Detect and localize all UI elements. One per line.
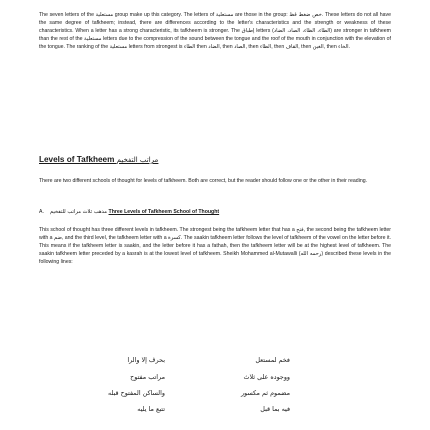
arabic-term: القاف	[285, 44, 299, 51]
subheading-letter: A.	[39, 209, 44, 215]
intro-text: are those in the group:	[233, 12, 290, 18]
intro-text: , then	[245, 44, 260, 51]
intro-text: then	[195, 44, 209, 51]
arabic-term: الضاد	[208, 44, 220, 51]
arabic-term: فتح	[296, 227, 304, 233]
verse-line-3-right: مضموم ثم مكسور	[240, 389, 290, 397]
intro-paragraph	[39, 11, 391, 152]
verse-line-1-right: فخم لمستعل	[255, 356, 290, 364]
section-heading	[39, 155, 158, 164]
arabic-term: خص ضغط قظ	[289, 12, 322, 18]
verse-line-2-left: مراتب مفتوح	[130, 373, 165, 381]
verse-line-1-left: بحرف إلا والرا	[127, 356, 165, 364]
intro-text: letters due to the compression of the sound between the tongue and the roof of the mouth in conjunction with the elevation of the tongue. The ranking of the	[39, 36, 391, 51]
schools-paragraph	[39, 177, 391, 194]
intro-text: letters (	[254, 28, 274, 35]
arabic-term: الظاء	[259, 44, 272, 51]
intro-text: , then	[271, 44, 286, 51]
schools-text: There are two different schools of thought for levels of tafkheem. Both are correct, but the reader should follow one or the other in their reading.	[39, 178, 368, 184]
arabic-term: رحمه الله	[300, 251, 322, 258]
body-text: ) described these levels in the following lines:	[39, 251, 391, 266]
section-heading-text: Levels of Tafkheem	[39, 155, 117, 164]
arabic-term: ضم	[54, 235, 62, 242]
verse-line-4-left: تتبع ما يليه	[137, 405, 165, 413]
arabic-term: مستعلية	[84, 36, 102, 43]
section-heading-arabic: مراتب التفخيم	[116, 156, 159, 164]
arabic-term: الطاء، الظاء، الصاد، الضاد	[273, 28, 331, 35]
intro-text: letters from strongest is	[127, 44, 184, 51]
body-paragraph	[39, 226, 391, 322]
arabic-term: مستعلية	[95, 12, 114, 18]
intro-text: , then	[323, 44, 339, 51]
body-text: . The saakin tafkheem letter follows the level of tafkheem of the vowel on the letter before it. This means if the tafkheem letter is saakin, and the letter before it has a fathah, then the tafkheem letter will be at the highest level of tafkheem. The saakin tafkheem letter preceded by a kasrah is at the lowest level of tafkheem. Sheikh Mohammed al-Mutawalli (	[39, 235, 391, 258]
intro-text: . These letters do not all have the same degree of tafkheem; instead, there are differences according to the letter's characteristics and the strength or weakness of these characteristics. When a letter has a strong characteristic, its tafkheem is stronger. The	[39, 12, 391, 35]
body-text: , and the third level, the tafkheem letter with a	[61, 235, 169, 242]
intro-text: group make up this category. The letters of	[113, 12, 216, 18]
intro-text: The seven letters of the	[39, 12, 96, 18]
intro-text: ) are stronger in tafkheem than the rest of the	[39, 28, 391, 43]
verse-line-4-right: فيه بما قبل	[260, 405, 290, 413]
verse-line-2-right: ووجوده على ثلاث	[243, 373, 290, 381]
arabic-term: الغين	[312, 44, 324, 51]
intro-text: , then	[219, 44, 235, 51]
body-text: , the second being the tafkheem letter with a	[39, 227, 391, 242]
arabic-term: الصاد	[234, 44, 246, 51]
subheading-a	[39, 208, 391, 216]
subheading-arabic: مذهب ثلاث مراتب للتفخيم	[49, 209, 108, 215]
arabic-term: كسرة	[168, 235, 181, 242]
arabic-term: الطاء	[183, 44, 196, 51]
intro-text: , then	[298, 44, 313, 51]
arabic-term: الخاء	[338, 44, 349, 51]
arabic-term: مستعلية	[109, 44, 128, 51]
arabic-term: إطباق	[241, 28, 255, 35]
intro-text: .	[348, 44, 350, 51]
body-text: This school of thought has three different levels in tafkheem. The strongest being the tafkheem letter that has a	[39, 227, 297, 233]
arabic-term: مستعلية	[215, 12, 234, 18]
verse-line-3-left: والساكن المفتوح قبله	[108, 389, 165, 397]
subheading-title: Three Levels of Tafkheem School of Thought	[108, 209, 220, 215]
